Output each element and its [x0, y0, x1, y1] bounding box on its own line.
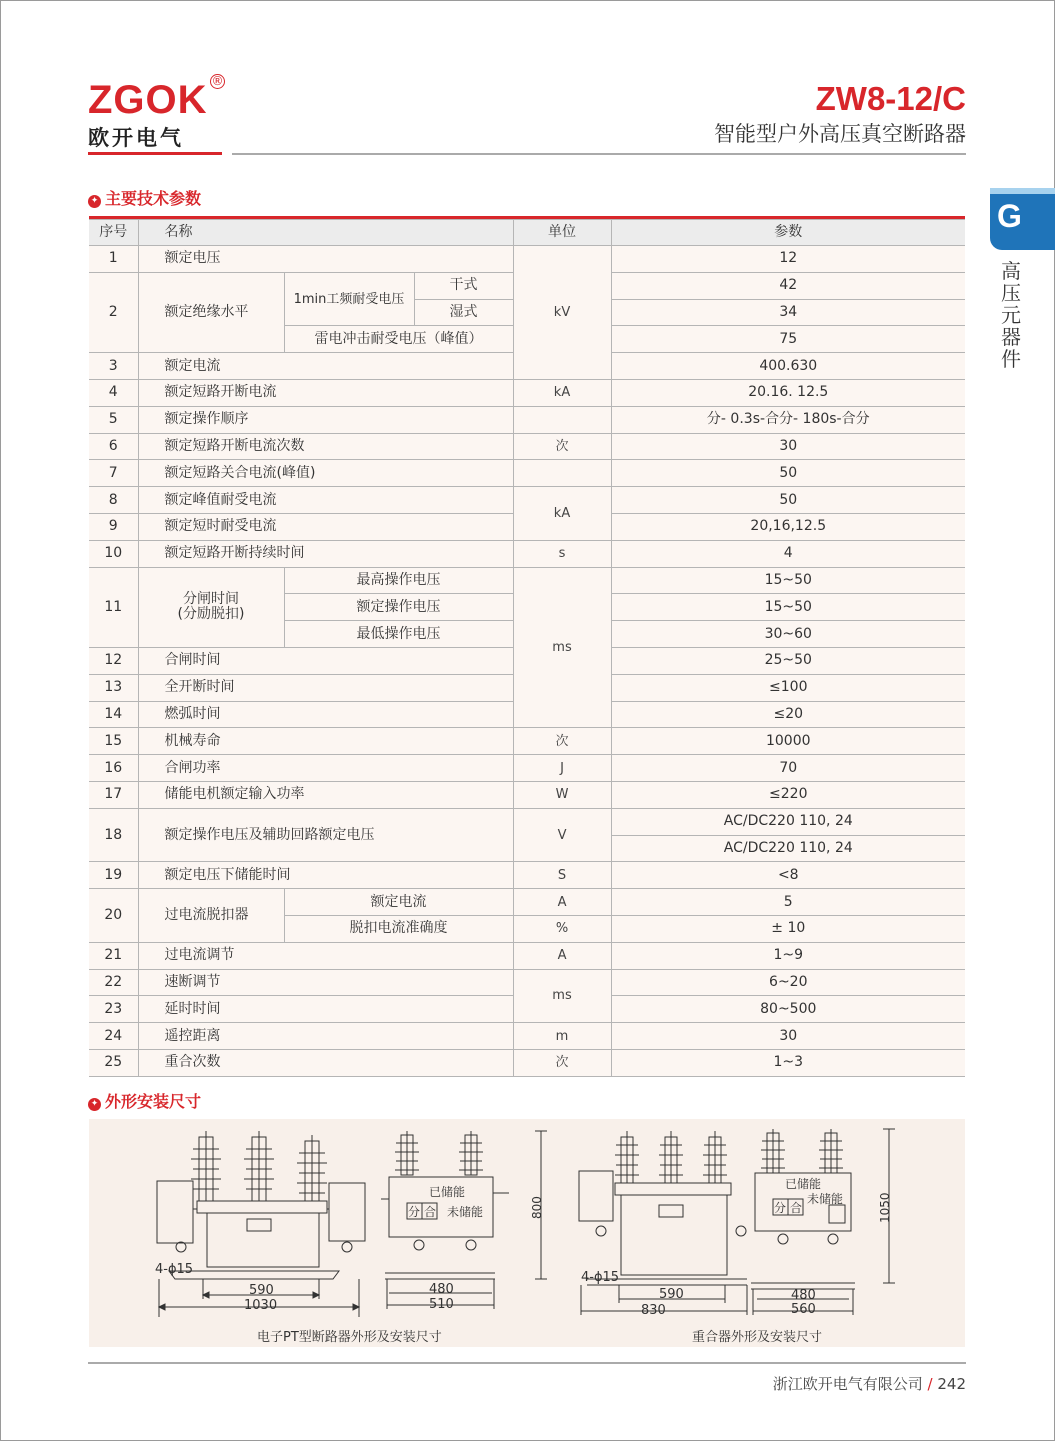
row-no: 13 [89, 674, 138, 701]
insulator-icon [191, 1131, 221, 1201]
row-unit: 次 [513, 728, 611, 755]
close-label: 合 [424, 1205, 437, 1219]
brand-name-cn: 欧开电气 [88, 126, 184, 150]
row-value: 10000 [611, 728, 965, 755]
row-value: 1~3 [611, 1049, 965, 1076]
close-label: 合 [790, 1201, 803, 1215]
row-value: 42 [611, 272, 965, 299]
row-no: 17 [89, 781, 138, 808]
row-value: <8 [611, 862, 965, 889]
row-name: 机械寿命 [138, 728, 513, 755]
row-subname: 额定电流 [284, 889, 513, 916]
not-stored-state-label: 未储能 [447, 1205, 484, 1219]
header-unit: 单位 [513, 220, 611, 246]
side-dim-outer-label: 510 [429, 1297, 454, 1312]
logo-wordmark: ZGOK [88, 78, 208, 122]
height-dim-label: 800 [530, 1196, 544, 1219]
row-value: 400.630 [611, 353, 965, 380]
row-name: 额定短路开断电流 [138, 379, 513, 406]
row-name: 速断调节 [138, 969, 513, 996]
row-no: 23 [89, 996, 138, 1023]
row-value: 20.16. 12.5 [611, 379, 965, 406]
row-name: 过电流调节 [138, 942, 513, 969]
row-subname: 最高操作电压 [284, 567, 513, 594]
left-drawing-caption: 电子PT型断路器外形及安装尺寸 [257, 1330, 442, 1345]
left-side-view [381, 1131, 547, 1312]
dimension-drawings-panel [89, 1119, 965, 1347]
row-no: 21 [89, 942, 138, 969]
row-unit [513, 406, 611, 433]
registered-mark: ® [211, 74, 224, 88]
row-no: 18 [89, 808, 138, 862]
company-name: 浙江欧开电气有限公司 [772, 1375, 923, 1393]
header-no: 序号 [89, 220, 138, 246]
stored-state-label: 已储能 [785, 1177, 822, 1191]
row-value: ± 10 [611, 915, 965, 942]
row-name: 储能电机额定输入功率 [138, 781, 513, 808]
row-no: 11 [89, 567, 138, 647]
row-value: 30~60 [611, 621, 965, 648]
row-name: 重合次数 [138, 1049, 513, 1076]
row-value: 4 [611, 540, 965, 567]
dim-outer-label: 830 [641, 1303, 666, 1318]
row-value: 70 [611, 755, 965, 782]
row-unit: kA [513, 487, 611, 541]
row-no: 20 [89, 889, 138, 943]
row-name: 燃弧时间 [138, 701, 513, 728]
row-name: 额定操作顺序 [138, 406, 513, 433]
row-no: 6 [89, 433, 138, 460]
row-name: 额定电压 [138, 246, 513, 273]
insulator-icon [297, 1135, 327, 1201]
row-value: 75 [611, 326, 965, 353]
page-number: 242 [937, 1375, 966, 1393]
insulator-icon [761, 1129, 785, 1173]
insulator-icon [395, 1131, 419, 1175]
row-unit: A [513, 942, 611, 969]
insulator-icon [703, 1131, 727, 1183]
table-row [89, 540, 965, 567]
row-unit: m [513, 1023, 611, 1050]
dimension-drawings [89, 1119, 965, 1347]
row-name: 遥控距离 [138, 1023, 513, 1050]
row-subname: 雷电冲击耐受电压（峰值） [284, 326, 513, 353]
header-value: 参数 [611, 220, 965, 246]
footer-separator: / [927, 1375, 933, 1393]
row-no: 7 [89, 460, 138, 487]
row-value: 5 [611, 889, 965, 916]
chapter-name: 高压元器件 [1001, 259, 1021, 371]
right-side-view [751, 1129, 895, 1317]
row-unit: S [513, 862, 611, 889]
not-stored-state-label: 未储能 [807, 1192, 844, 1206]
row-name: 延时时间 [138, 996, 513, 1023]
row-value: ≤220 [611, 781, 965, 808]
right-drawing-caption: 重合器外形及安装尺寸 [692, 1330, 823, 1345]
open-label: 分 [408, 1205, 421, 1219]
row-name: 额定短时耐受电流 [138, 513, 513, 540]
row-no: 15 [89, 728, 138, 755]
table-row [89, 862, 965, 889]
row-value: 34 [611, 299, 965, 326]
height-dim-label: 1050 [878, 1192, 892, 1223]
row-unit [513, 460, 611, 487]
table-header-row [89, 220, 965, 246]
hole-spec-label: 4-ϕ15 [581, 1270, 620, 1285]
insulator-icon [819, 1129, 843, 1173]
row-no: 25 [89, 1049, 138, 1076]
table-row [89, 246, 965, 273]
star-bullet-icon: ✦ [88, 1098, 101, 1111]
row-unit: ms [513, 969, 611, 1023]
row-no: 4 [89, 379, 138, 406]
section-title-text: 外形安装尺寸 [105, 1092, 202, 1111]
table-row [89, 1023, 965, 1050]
row-no: 24 [89, 1023, 138, 1050]
stored-state-label: 已储能 [429, 1185, 466, 1199]
brand-logo [88, 74, 224, 152]
dim-inner-label: 590 [249, 1283, 274, 1298]
row-value: 30 [611, 433, 965, 460]
row-no: 2 [89, 272, 138, 352]
side-dim-inner-label: 480 [791, 1288, 816, 1303]
row-no: 14 [89, 701, 138, 728]
table-row [89, 808, 965, 835]
row-subname: 最低操作电压 [284, 621, 513, 648]
table-row [89, 781, 965, 808]
row-no: 16 [89, 755, 138, 782]
row-value: 20,16,12.5 [611, 513, 965, 540]
row-unit: kV [513, 246, 611, 380]
row-name: 额定电压下储能时间 [138, 862, 513, 889]
row-unit: 次 [513, 1049, 611, 1076]
row-no: 10 [89, 540, 138, 567]
dim-outer-label: 1030 [244, 1298, 278, 1313]
left-front-view [155, 1131, 365, 1317]
row-value: 分- 0.3s-合分- 180s-合分 [611, 406, 965, 433]
table-row [89, 567, 965, 594]
row-name: 全开断时间 [138, 674, 513, 701]
row-name: 额定电流 [138, 353, 513, 380]
table-row [89, 487, 965, 514]
section-title-text: 主要技术参数 [105, 189, 202, 208]
insulator-icon [244, 1131, 274, 1201]
row-unit: V [513, 808, 611, 862]
row-value: 12 [611, 246, 965, 273]
row-value: 15~50 [611, 594, 965, 621]
chapter-letter: G [997, 198, 1022, 234]
row-value: 50 [611, 460, 965, 487]
row-unit: 次 [513, 433, 611, 460]
row-unit: % [513, 915, 611, 942]
row-name: 额定短路开断持续时间 [138, 540, 513, 567]
footer-divider [88, 1362, 966, 1364]
row-subname: 额定操作电压 [284, 594, 513, 621]
row-name-line: (分励脱扣) [177, 606, 245, 623]
right-front-view [579, 1131, 747, 1318]
insulator-icon [659, 1131, 683, 1183]
row-unit: W [513, 781, 611, 808]
row-value: ≤100 [611, 674, 965, 701]
spec-table-wrap [89, 216, 965, 1077]
table-row [89, 379, 965, 406]
header-divider [232, 153, 966, 155]
row-no: 8 [89, 487, 138, 514]
insulator-icon [459, 1131, 483, 1175]
table-row [89, 969, 965, 996]
row-name: 额定峰值耐受电流 [138, 487, 513, 514]
row-subname: 脱扣电流准确度 [284, 915, 513, 942]
spec-table [89, 219, 965, 1077]
row-no: 19 [89, 862, 138, 889]
hole-spec-label: 4-ϕ15 [155, 1262, 194, 1277]
row-value: 80~500 [611, 996, 965, 1023]
row-name: 合闸功率 [138, 755, 513, 782]
row-unit: s [513, 540, 611, 567]
side-dim-inner-label: 480 [429, 1282, 454, 1297]
row-no: 3 [89, 353, 138, 380]
row-unit: ms [513, 567, 611, 728]
table-row [89, 728, 965, 755]
row-value: 25~50 [611, 647, 965, 674]
row-subname: 干式 [414, 272, 513, 299]
row-value: 30 [611, 1023, 965, 1050]
section-title-params [88, 186, 201, 209]
row-no: 1 [89, 246, 138, 273]
row-no: 22 [89, 969, 138, 996]
insulator-icon [615, 1131, 639, 1183]
row-value: ≤20 [611, 701, 965, 728]
row-no: 12 [89, 647, 138, 674]
row-name: 额定操作电压及辅助回路额定电压 [138, 808, 513, 862]
header-accent-line [88, 152, 222, 155]
row-name: 额定绝缘水平 [138, 272, 284, 352]
row-subname: 1min工频耐受电压 [284, 272, 414, 326]
row-no: 5 [89, 406, 138, 433]
table-row [89, 942, 965, 969]
row-subname: 湿式 [414, 299, 513, 326]
table-row [89, 433, 965, 460]
row-unit: A [513, 889, 611, 916]
side-dim-outer-label: 560 [791, 1302, 816, 1317]
row-name [138, 567, 284, 647]
row-name: 过电流脱扣器 [138, 889, 284, 943]
product-model: ZW8-12/C [815, 80, 966, 117]
product-subtitle: 智能型户外高压真空断路器 [714, 122, 966, 146]
row-no: 9 [89, 513, 138, 540]
row-value: 15~50 [611, 567, 965, 594]
table-row [89, 889, 965, 916]
table-row [89, 755, 965, 782]
row-value: 1~9 [611, 942, 965, 969]
row-unit: kA [513, 379, 611, 406]
dim-inner-label: 590 [659, 1287, 684, 1302]
row-name: 额定短路关合电流(峰值) [138, 460, 513, 487]
row-value: 50 [611, 487, 965, 514]
open-label: 分 [774, 1201, 787, 1215]
table-row [89, 460, 965, 487]
header-name: 名称 [138, 220, 513, 246]
row-value: AC/DC220 110, 24 [611, 808, 965, 835]
page-footer [773, 1373, 966, 1394]
row-name-line: 分闸时间 [183, 591, 239, 608]
table-row [89, 406, 965, 433]
star-bullet-icon: ✦ [88, 195, 101, 208]
row-name: 额定短路开断电流次数 [138, 433, 513, 460]
row-name: 合闸时间 [138, 647, 513, 674]
row-unit: J [513, 755, 611, 782]
section-title-dims [88, 1089, 201, 1112]
row-value: 6~20 [611, 969, 965, 996]
table-row [89, 1049, 965, 1076]
row-value: AC/DC220 110, 24 [611, 835, 965, 862]
